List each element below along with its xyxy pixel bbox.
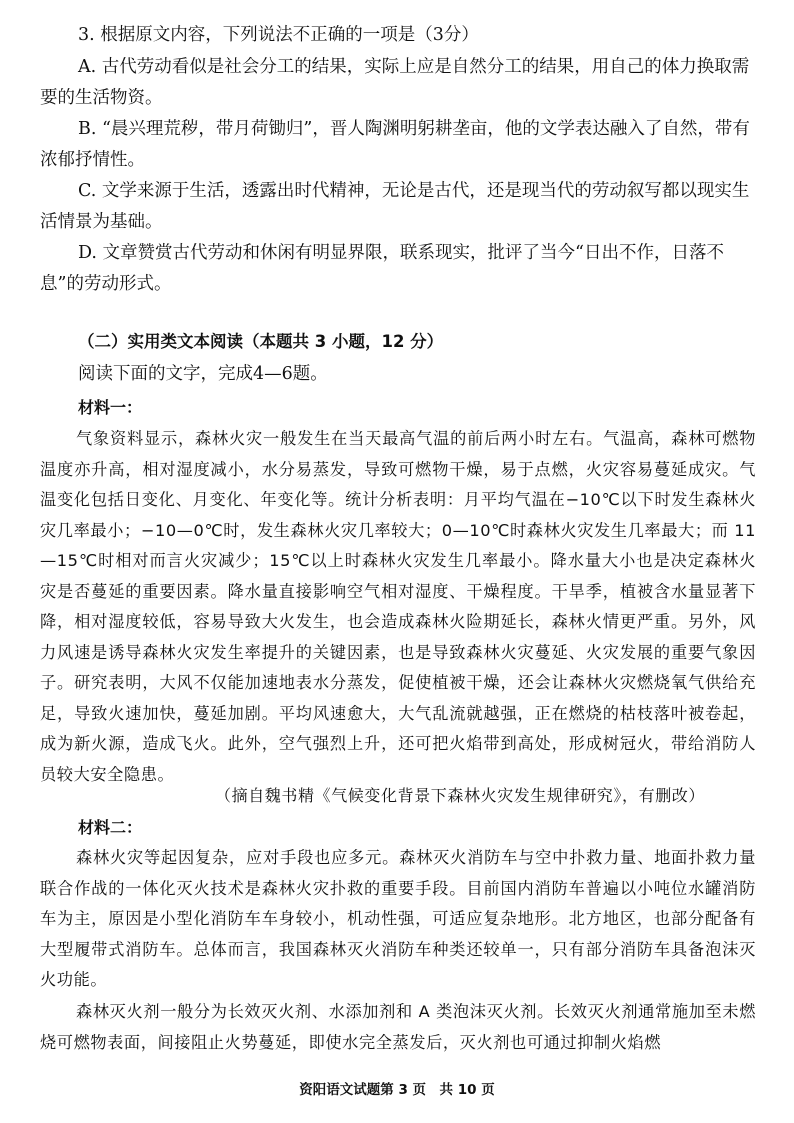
option-b: B. “晨兴理荒秽，带月荷锄归”，晋人陶渊明躬耕垄亩，他的文学表达融入了自然，带有浓郁抒情性。	[40, 119, 750, 170]
material-1-label: 材料一：	[78, 398, 143, 417]
option-d: D. 文章赞赏古代劳动和休闲有明显界限，联系现实，批评了当今“日出不作，日落不息”的劳动形式。	[40, 243, 724, 294]
material-2-paragraph: 森林火灾等起因复杂，应对手段也应多元。森林灭火消防车与空中扑救力量、地面扑救力量联合作战的一体化灭火技术是森林火灾扑救的重要手段。目前国内消防车普遍以小吨位水罐消防车为主，原因是小型化消防车车身较小，机动性强，可适应复杂地形。北方地区，也部分配备有大型履带式消防车。总体而言，我国森林灭火消防车种类还较单一，只有部分消防车具备泡沫灭火功能。	[40, 848, 756, 989]
option-c: C. 文学来源于生活，透露出时代精神，无论是古代，还是现当代的劳动叙写都以现实生活情景为基础。	[40, 181, 750, 232]
material-2-label: 材料二：	[78, 818, 143, 837]
page-footer: 资阳语文试题第 3 页 共 10 页	[299, 1082, 495, 1098]
option-a: A. 古代劳动看似是社会分工的结果，实际上应是自然分工的结果，用自己的体力换取需要的生活物资。	[40, 57, 750, 108]
section-title: （二）实用类文本阅读（本题共 3 小题，12 分）	[78, 332, 444, 351]
section-instruction: 阅读下面的文字，完成4—6题。	[78, 364, 328, 384]
question-3-title: 3. 根据原文内容，下列说法不正确的一项是（3分）	[78, 25, 479, 45]
material-2-paragraph: 森林灭火剂一般分为长效灭火剂、水添加剂和 A 类泡沫灭火剂。长效灭火剂通常施加至未燃烧可燃物表面，间接阻止火势蔓延，即使水完全蒸发后，灭火剂也可通过抑制火焰燃	[40, 1002, 756, 1052]
material-1-paragraph: 气象资料显示，森林火灾一般发生在当天最高气温的前后两小时左右。气温高，森林可燃物温度亦升高，相对湿度减小，水分易蒸发，导致可燃物干燥，易于点燃，火灾容易蔓延成灾。气温变化包括日变化、月变化、年变化等。统计分析表明：月平均气温在−10℃以下时发生森林火灾几率最小；−10—0℃时，发生森林火灾几率较大；0—10℃时森林火灾发生几率最大；而 11—15℃时相对而言火灾减少；15℃以上时森林火灾发生几率最小。降水量大小也是决定森林火灾是否蔓延的重要因素。降水量直接影响空气相对湿度、干燥程度。干旱季，植被含水量显著下降，相对湿度较低，容易导致大火发生，也会造成森林火险期延长，森林火情更严重。另外，风力风速是诱导森林火灾发生率提升的关键因素，也是导致森林火灾蔓延、火灾发展的重要气象因子。研究表明，大风不仅能加速地表水分蒸发，促使植被干燥，还会让森林火灾燃烧氧气供给充足，导致火速加快，蔓延加剧。平均风速愈大，大气乱流就越强，正在燃烧的枯枝落叶被卷起，成为新火源，造成飞火。此外，空气强烈上升，还可把火焰带到高处，形成树冠火，带给消防人员较大安全隐患。	[40, 429, 756, 784]
material-1-source: （摘自魏书精《气候变化背景下森林火灾发生规律研究》，有删改）	[215, 786, 706, 805]
